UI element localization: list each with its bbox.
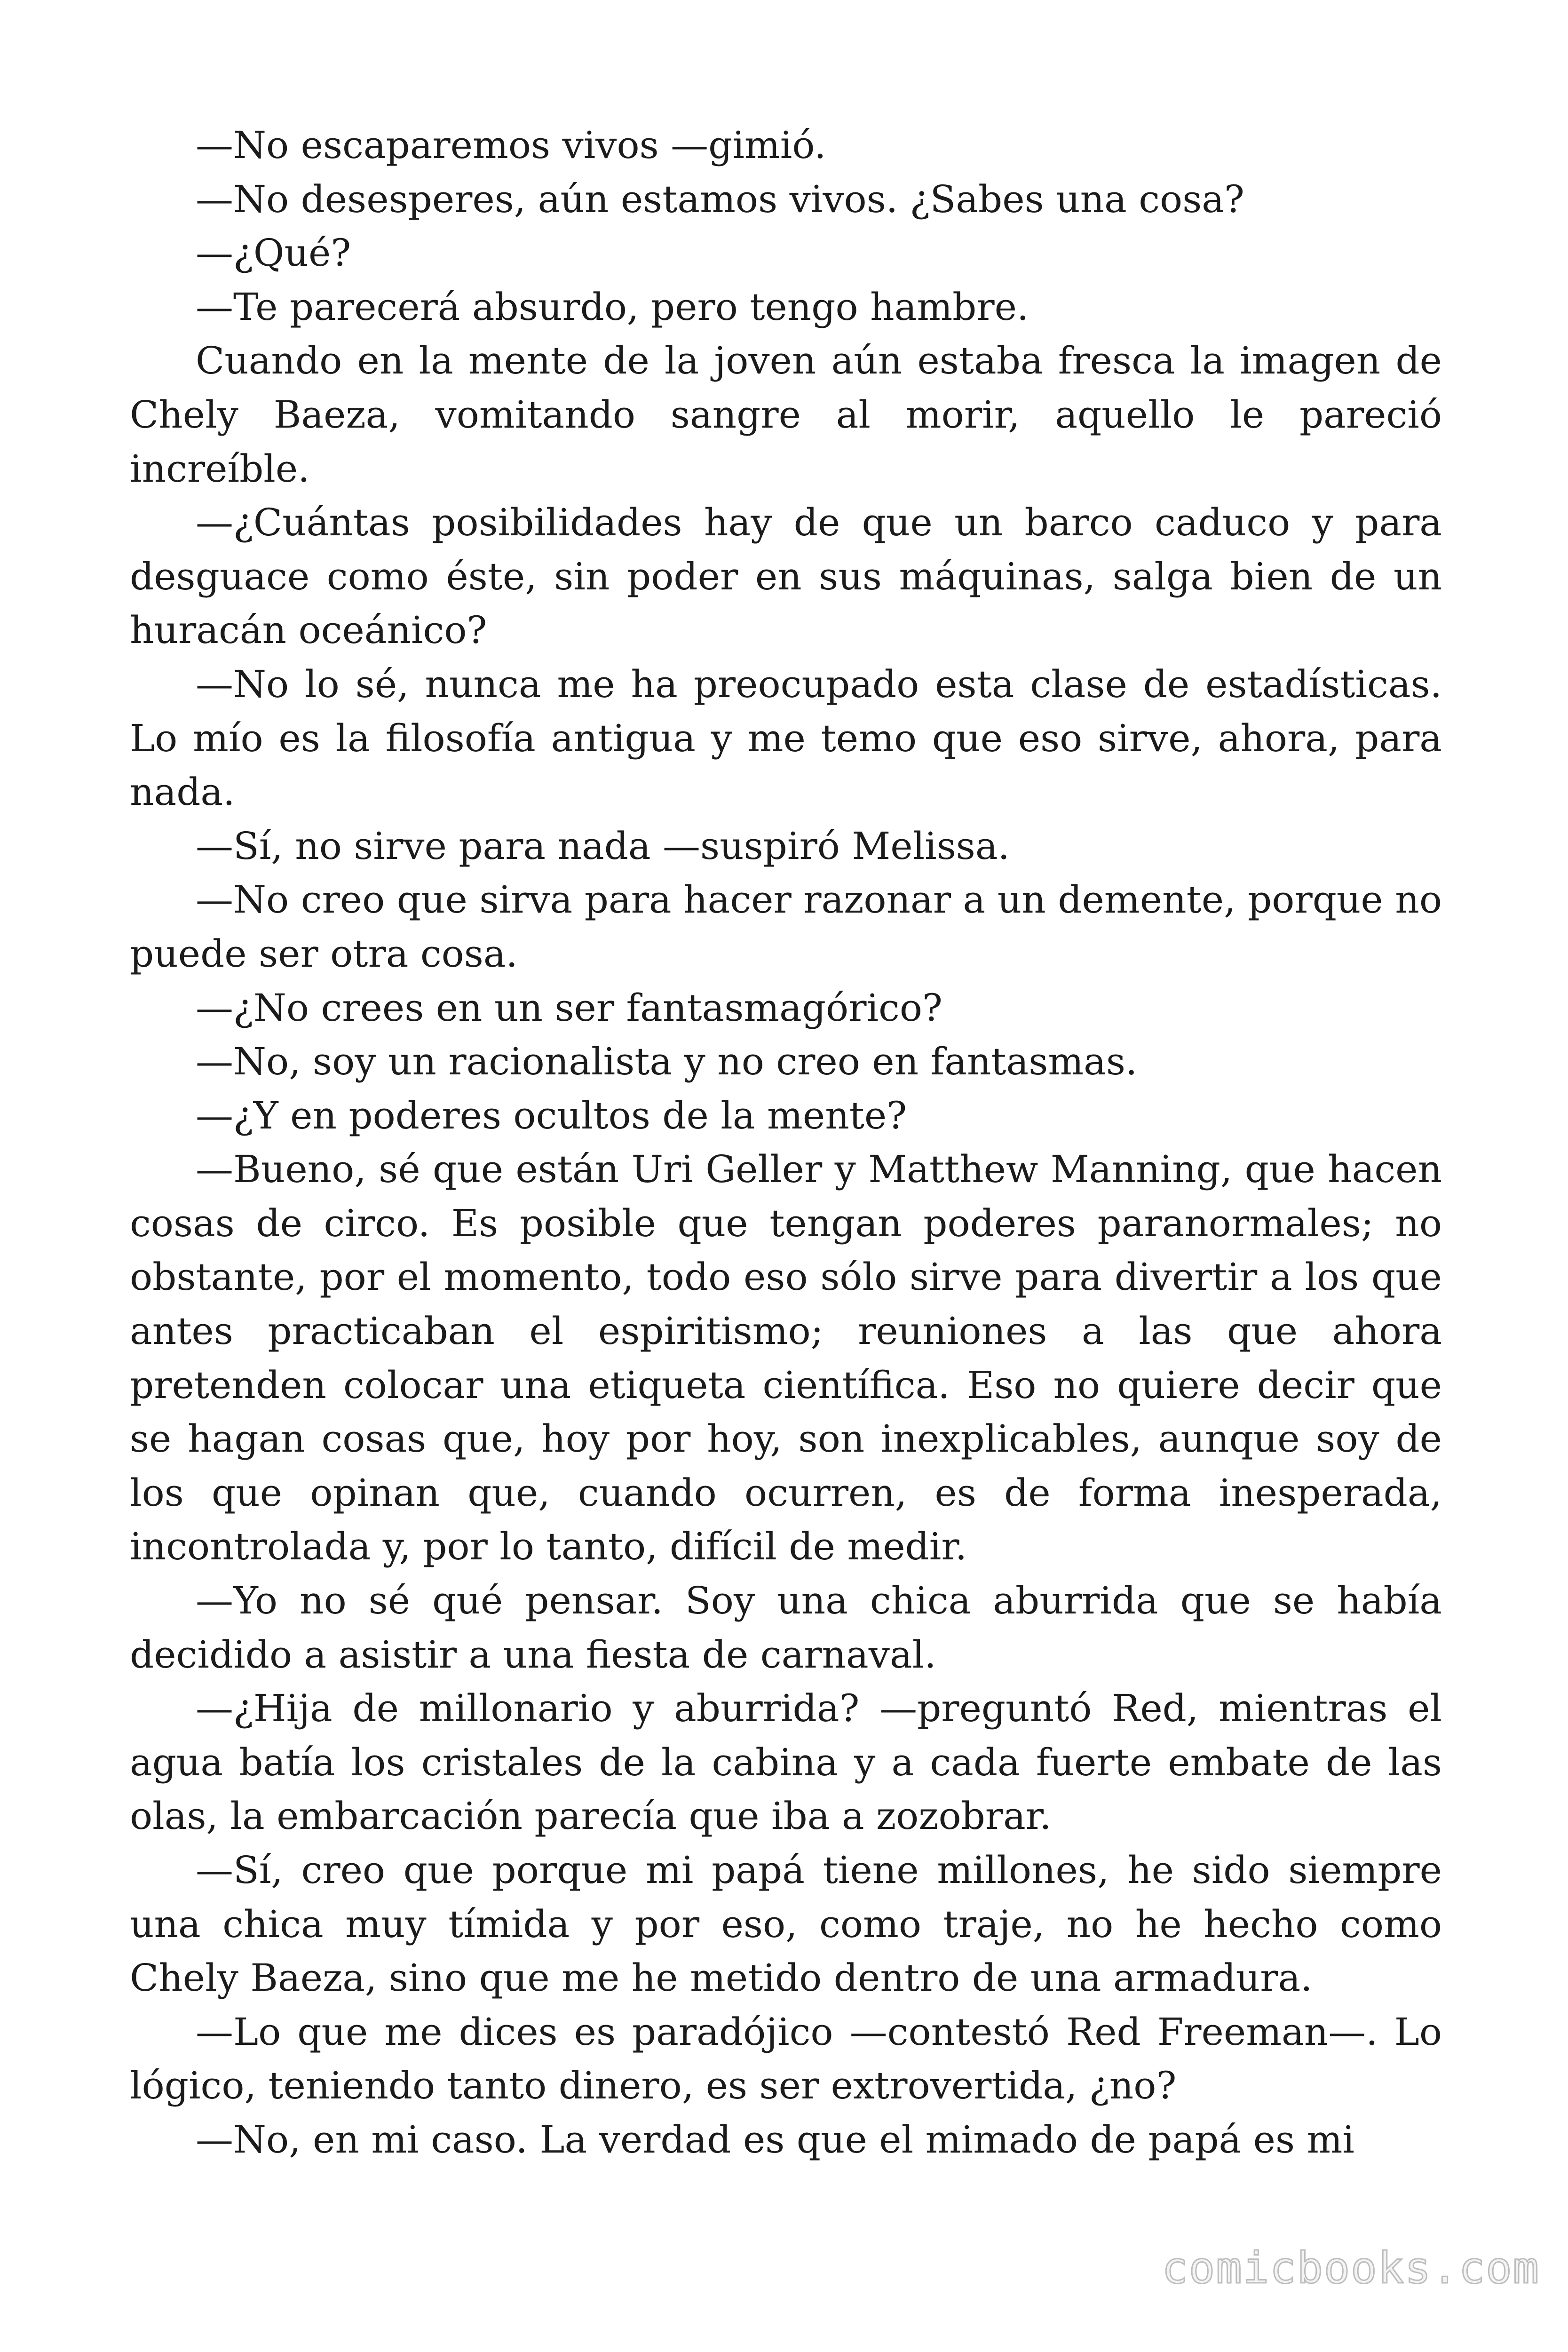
paragraph: —No, en mi caso. La verdad es que el mimado de papá es mi — [196, 2117, 1354, 2161]
paragraph: —No creo que sirva para hacer razonar a un demente, porque no puede ser otra cosa. — [130, 878, 1442, 976]
page-text — [130, 119, 1442, 2167]
paragraph: —No desesperes, aún estamos vivos. ¿Sabes una cosa? — [196, 177, 1244, 221]
paragraph: —No, soy un racionalista y no creo en fantasmas. — [196, 1040, 1138, 1084]
paragraph: —Bueno, sé que están Uri Geller y Matthew Manning, que hacen cosas de circo. Es posible que tengan poderes paranormales; no obstante, por el momento, todo eso sólo sirve para divertir a los que antes practicaban el espiritismo; reuniones a las que ahora pretenden colocar una etiqueta científica. Eso no quiere decir que se hagan cosas que, hoy por hoy, son inexplicables, aunque soy de los que opinan que, cuando ocurren, es de forma inesperada, incontrolada y, por lo tanto, difícil de medir. — [130, 1147, 1442, 1569]
paragraph: —¿Y en poderes ocultos de la mente? — [196, 1093, 907, 1137]
paragraph: —Yo no sé qué pensar. Soy una chica aburrida que se había decidido a asistir a una fiesta de carnaval. — [130, 1579, 1442, 1677]
paragraph: Cuando en la mente de la joven aún estaba fresca la imagen de Chely Baeza, vomitando sangre al morir, aquello le pareció increíble. — [130, 339, 1442, 491]
paragraph: —¿No crees en un ser fantasmagórico? — [196, 985, 942, 1030]
paragraph: —¿Hija de millonario y aburrida? —preguntó Red, mientras el agua batía los cristales de la cabina y a cada fuerte embate de las olas, la embarcación parecía que iba a zozobrar. — [130, 1686, 1442, 1838]
paragraph: —Lo que me dices es paradójico —contestó Red Freeman—. Lo lógico, teniendo tanto dinero, es ser extrovertida, ¿no? — [130, 2010, 1442, 2108]
paragraph: —No lo sé, nunca me ha preocupado esta clase de estadísticas. Lo mío es la filosofía antigua y me temo que eso sirve, ahora, para nada. — [130, 662, 1442, 814]
paragraph: —¿Cuántas posibilidades hay de que un barco caduco y para desguace como éste, sin poder en sus máquinas, salga bien de un huracán oceánico? — [130, 501, 1442, 652]
paragraph: —Sí, no sirve para nada —suspiró Melissa. — [196, 824, 1010, 868]
watermark: comicbooks.com — [1162, 2243, 1540, 2293]
paragraph: —No escaparemos vivos —gimió. — [196, 123, 826, 167]
paragraph: —Te parecerá absurdo, pero tengo hambre. — [196, 285, 1029, 329]
paragraph: —Sí, creo que porque mi papá tiene millones, he sido siempre una chica muy tímida y por eso, como traje, no he hecho como Chely Baeza, sino que me he metido dentro de una armadura. — [130, 1848, 1442, 2000]
paragraph: —¿Qué? — [196, 231, 351, 275]
